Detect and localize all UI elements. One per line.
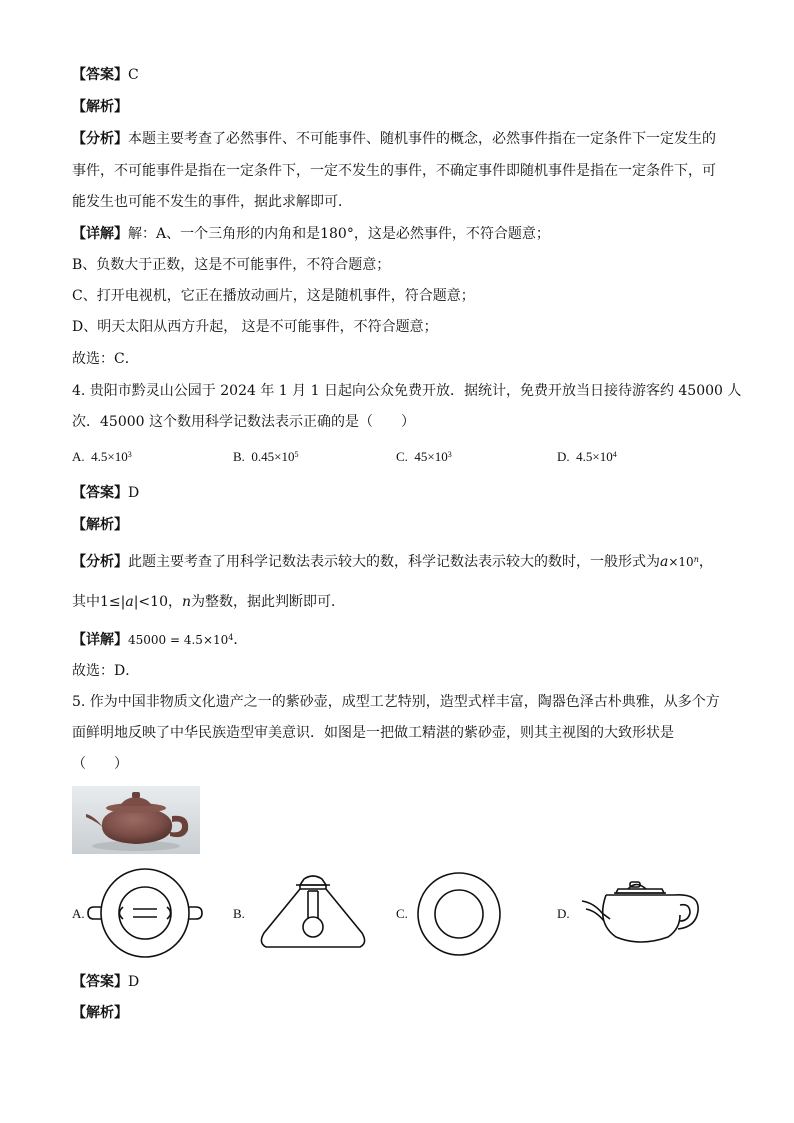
q3-option-d-line: D、明天太阳从西方升起， 这是不可能事件，不符合题意； (72, 319, 438, 335)
q5-option-d-label: D. (557, 906, 570, 921)
q4-xiangjie-line: 【详解】$45000 = 4.5\times 10^4$． (72, 632, 248, 648)
q4-stem-line-1: 4. 贵阳市黔灵山公园于 2024 年 1 月 1 日起向公众免费开放．据统计，免费开放当日接待游客约 45000 人 (72, 383, 742, 399)
q4-analysis-heading: 【解析】 (72, 517, 128, 533)
option-b-figure (252, 875, 374, 950)
q3-fenxi-line-1: 【分析】本题主要考查了必然事件、不可能事件、随机事件的概念，必然事件指在一定条件下一定发生的 (72, 131, 716, 147)
answer-tag: 【答案】 (72, 67, 128, 83)
q4-answer-line (72, 484, 139, 502)
xiangjie-tag: 【详解】 (72, 226, 128, 242)
q4-fenxi-line-2: 其中1≤|a|<10，n为整数，据此判断即可． (72, 594, 346, 610)
q3-choose-line: 故选：C． (72, 351, 139, 367)
option-a-figure (86, 866, 204, 960)
q4-option-a: A. $4.5\times 10^3$ (72, 449, 132, 464)
answer-tag: 【答案】 (72, 485, 128, 501)
q4-option-c: C. $45\times 10^3$ (396, 449, 452, 464)
q3-xiangjie-line: 【详解】解：A、一个三角形的内角和是180°，这是必然事件，不符合题意； (72, 226, 550, 242)
q3-option-c-line: C、打开电视机，它正在播放动画片，这是随机事件，符合题意； (72, 288, 475, 304)
q5-option-c-label: C. (396, 906, 408, 921)
fenxi-tag: 【分析】 (72, 131, 128, 147)
xiangjie-tag: 【详解】 (72, 632, 128, 648)
q3-option-b-line: B、负数大于正数，这是不可能事件，不符合题意； (72, 257, 391, 273)
q4-fenxi-line-1: 【分析】此题主要考查了用科学记数法表示较大的数，科学记数法表示较大的数时，一般形式为$a\times 10^n$， (72, 554, 713, 570)
q3-fenxi-line-3: 能发生也可能不发生的事件，据此求解即可． (72, 194, 352, 210)
q5-stem-line-3: （ ） (72, 756, 128, 772)
q5-answer-line (72, 973, 139, 991)
q5-option-b-label: B. (233, 906, 245, 921)
q5-stem-line-2: 面鲜明地反映了中华民族造型审美意识．如图是一把做工精湛的紫砂壶，则其主视图的大致形状是 (72, 725, 674, 741)
q5-analysis-heading: 【解析】 (72, 1005, 128, 1021)
answer-value: D (128, 485, 140, 501)
q4-choose-line: 故选：D． (72, 663, 140, 679)
answer-value: D (128, 974, 140, 990)
q3-analysis-heading: 【解析】 (72, 99, 128, 115)
teapot-photo (72, 786, 200, 854)
q5-option-a-label: A. (72, 906, 85, 921)
q4-option-d: D. $4.5\times 10^4$ (557, 449, 617, 464)
q4-stem-line-2: 次．45000 这个数用科学记数法表示正确的是（ ） (72, 414, 415, 430)
option-d-figure (576, 879, 702, 945)
q3-answer-line (72, 66, 139, 84)
answer-tag: 【答案】 (72, 974, 128, 990)
q4-option-b: B. $0.45\times 10^5$ (233, 449, 299, 464)
fenxi-tag: 【分析】 (72, 554, 128, 570)
q3-fenxi-line-2: 事件，不可能事件是指在一定条件下，一定不发生的事件，不确定事件即随机事件是指在一定条件下，可 (72, 163, 716, 179)
q5-stem-line-1: 5. 作为中国非物质文化遗产之一的紫砂壶，成型工艺特别，造型式样丰富，陶器色泽古朴典雅，从多个方 (72, 694, 720, 710)
option-c-figure (415, 870, 503, 958)
answer-value: C (128, 67, 139, 83)
